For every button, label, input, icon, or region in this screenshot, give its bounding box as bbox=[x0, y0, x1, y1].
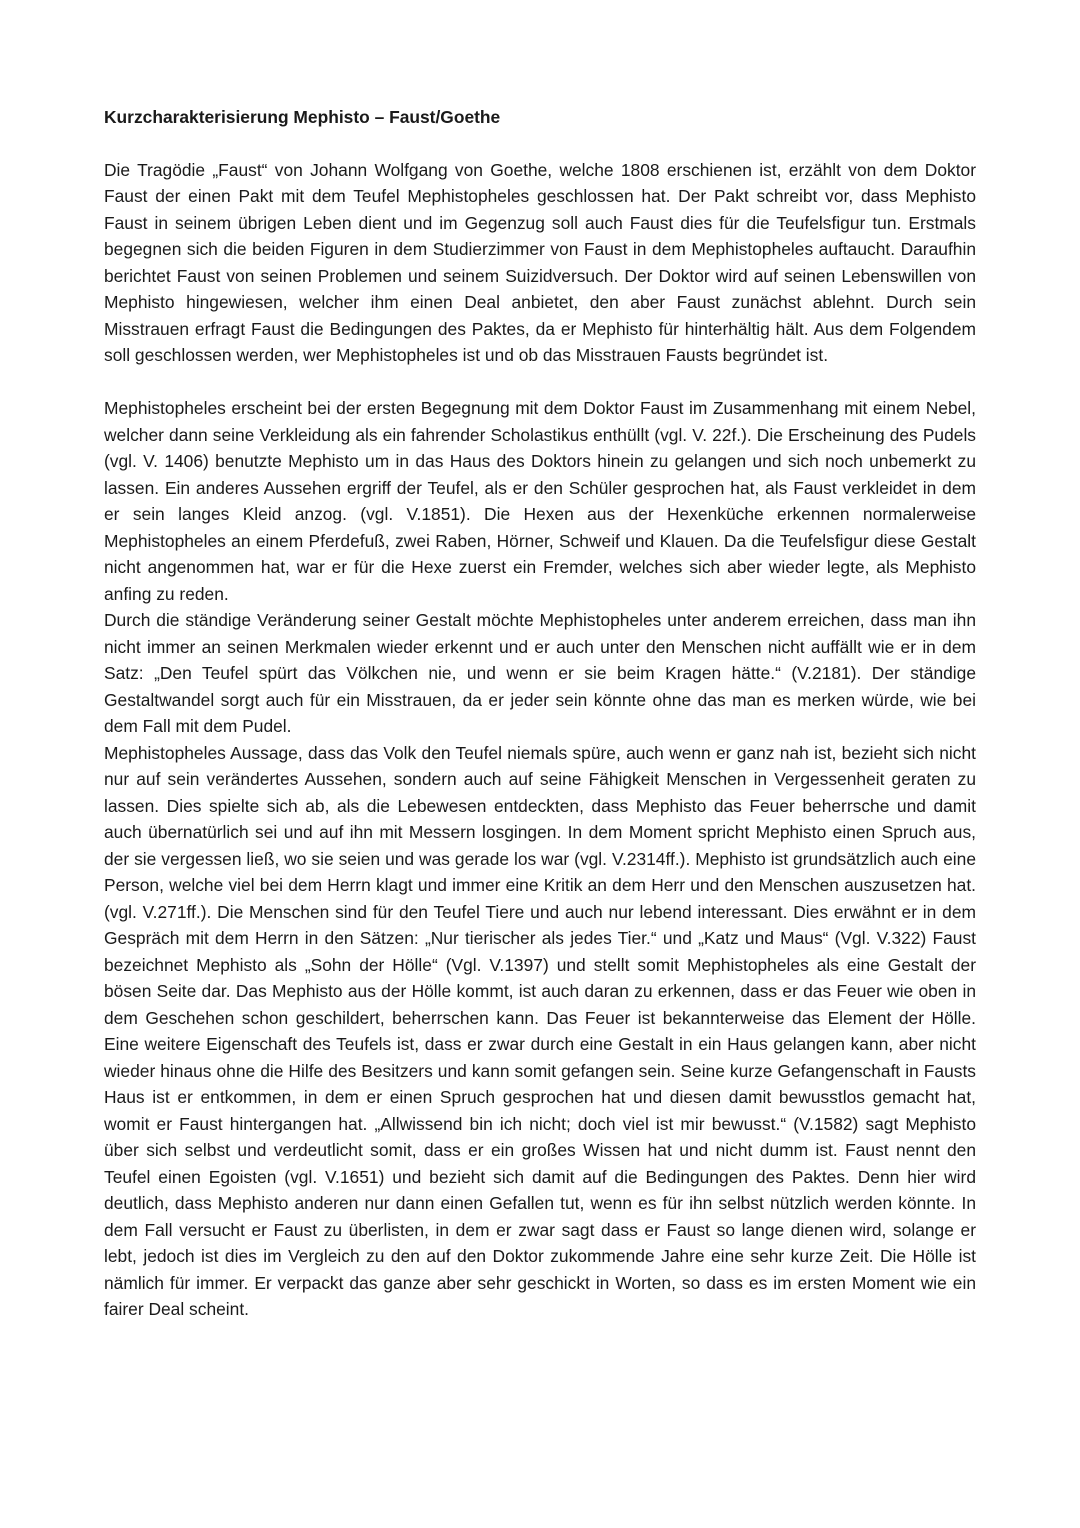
document-body bbox=[104, 104, 976, 1323]
paragraph-characteristics: Mephistopheles Aussage, dass das Volk den Teufel niemals spüre, auch wenn er ganz nah ist, bezieht sich nicht nur auf sein verändertes Aussehen, sondern auch auf seine Fähigkeit Menschen in Vergessenheit geraten zu lassen. Dies spielte sich ab, als die Lebewesen entdeckten, dass Mephisto das Feuer beherrsche und damit auch übernatürlich sei und auf ihn mit Messern losgingen. In dem Moment spricht Mephisto einen Spruch aus, der sie vergessen ließ, wo sie seien und was gerade los war (vgl. V.2314ff.). Mephisto ist grundsätzlich auch eine Person, welche viel bei dem Herrn klagt und immer eine Kritik an dem Herr und den Menschen auszusetzen hat. (vgl. V.271ff.). Die Menschen sind für den Teufel Tiere und auch nur lebend interessant. Dies erwähnt er in dem Gespräch mit dem Herrn in den Sätzen: „Nur tierischer als jedes Tier.“ und „Katz und Maus“ (Vgl. V.322) Faust bezeichnet Mephisto als „Sohn der Hölle“ (Vgl. V.1397) und stellt somit Mephistopheles als eine Gestalt der bösen Seite dar. Das Mephisto aus der Hölle kommt, ist auch daran zu erkennen, dass er das Feuer wie oben in dem Geschehen schon geschildert, beherrschen kann. Das Feuer ist bekannterweise das Element der Hölle. Eine weitere Eigenschaft des Teufels ist, dass er zwar durch eine Gestalt in ein Haus gelangen kann, aber nicht wieder hinaus ohne die Hilfe des Besitzers und kann somit gefangen sein. Seine kurze Gefangenschaft in Fausts Haus ist er entkommen, in dem er einen Spruch gesprochen hat und diesen damit bewusstlos gemacht hat, womit er Faust hintergangen hat. „Allwissend bin ich nicht; doch viel ist mir bewusst.“ (V.1582) sagt Mephisto über sich selbst und verdeutlicht somit, dass er ein großes Wissen hat und nicht dumm ist. Faust nennt den Teufel einen Egoisten (vgl. V.1651) und bezieht sich damit auf die Bedingungen des Paktes. Denn hier wird deutlich, dass Mephisto anderen nur dann einen Gefallen tut, wenn es für ihn selbst nützlich werden könnte. In dem Fall versucht er Faust zu überlisten, in dem er zwar sagt dass er Faust so lange dienen wird, solange er lebt, jedoch ist dies im Vergleich zu den auf den Doktor zukommende Jahre eine sehr kurze Zeit. Die Hölle ist nämlich für immer. Er verpackt das ganze aber sehr geschickt in Worten, so dass es im ersten Moment wie ein fairer Deal scheint. bbox=[104, 742, 976, 1319]
document-title: Kurzcharakterisierung Mephisto – Faust/Goethe bbox=[104, 107, 501, 127]
paragraph-introduction: Die Tragödie „Faust“ von Johann Wolfgang von Goethe, welche 1808 erschienen ist, erzählt von dem Doktor Faust der einen Pakt mit dem Teufel Mephistopheles geschlossen hat. Der Pakt schreibt vor, dass Mephisto Faust in seinem übrigen Leben dient und im Gegenzug soll auch Faust dies für die Teufelsfigur tun. Erstmals begegnen sich die beiden Figuren in dem Studierzimmer von Faust in dem Mephistopheles auftaucht. Daraufhin berichtet Faust von seinen Problemen und seinem Suizidversuch. Der Doktor wird auf seinen Lebenswillen von Mephisto hingewiesen, welcher ihm einen Deal anbietet, den aber Faust zunächst ablehnt. Durch sein Misstrauen erfragt Faust die Bedingungen des Paktes, da er Mephisto für hinterhältig hält. Aus dem Folgendem soll geschlossen werden, wer Mephistopheles ist und ob das Misstrauen Fausts begründet ist. bbox=[104, 159, 976, 365]
paragraph-shape-shifting: Durch die ständige Veränderung seiner Gestalt möchte Mephistopheles unter anderem erreichen, dass man ihn nicht immer an seinen Merkmalen wieder erkennt und er auch unter den Menschen nicht auffällt wie er in dem Satz: „Den Teufel spürt das Völkchen nie, und wenn er sie beim Kragen hätte.“ (V.2181). Der ständige Gestaltwandel sorgt auch für ein Misstrauen, da er jeder sein könnte ohne das man es merken würde, wie bei dem Fall mit dem Pudel. bbox=[104, 610, 976, 736]
paragraph-appearance: Mephistopheles erscheint bei der ersten Begegnung mit dem Doktor Faust im Zusammenhang mit einem Nebel, welcher dann seine Verkleidung als ein fahrender Scholastikus enthüllt (vgl. V. 22f.). Die Erscheinung des Pudels (vgl. V. 1406) benutzte Mephisto um in das Haus des Doktors hinein zu gelangen und sich noch unbemerkt zu lassen. Ein anderes Aussehen ergriff der Teufel, als er den Schüler gesprochen hat, als Faust verkleidet in dem er sein langes Kleid anzog. (vgl. V.1851). Die Hexen aus der Hexenküche erkennen normalerweise Mephistopheles an einem Pferdefuß, zwei Raben, Hörner, Schweif und Klauen. Da die Teufelsfigur diese Gestalt nicht angenommen hat, war er für die Hexe zuerst ein Fremder, welches sich aber wieder legte, als Mephisto anfing zu reden. bbox=[104, 398, 976, 604]
